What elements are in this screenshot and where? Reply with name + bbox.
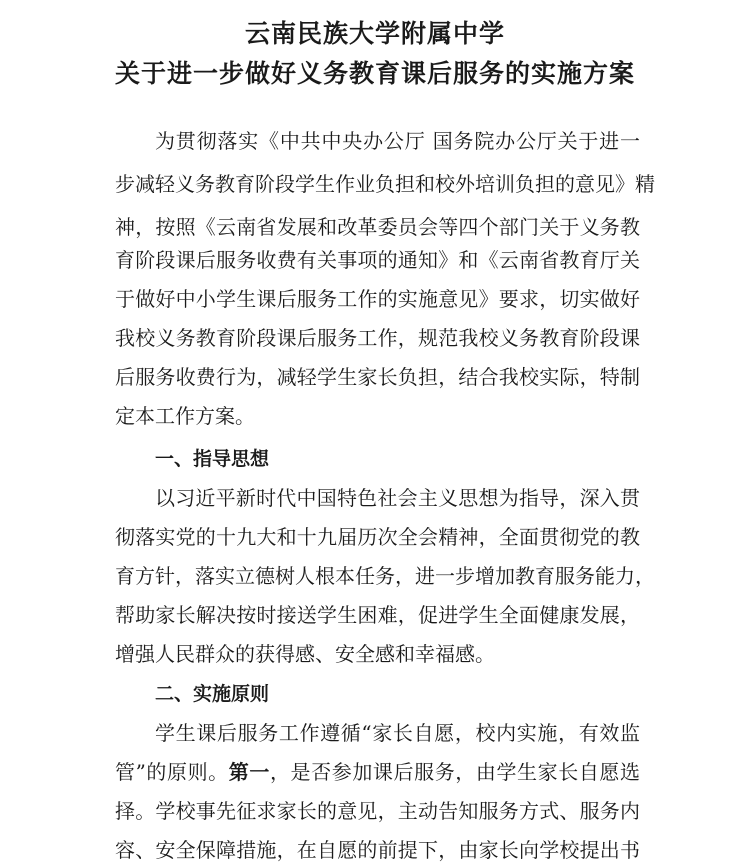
text-line: 育方针，落实立德树人根本任务，进一步增加教育服务能力， [115,564,655,588]
text-line: 步减轻义务教育阶段学生作业负担和校外培训负担的意见》精 [115,172,655,196]
text-line: 育阶段课后服务收费有关事项的通知》和《云南省教育厅关 [115,248,640,272]
text-line: 学生课后服务工作遵循“家长自愿，校内实施，有效监 [155,721,640,745]
text-line: 后服务收费行为，减轻学生家长负担，结合我校实际，特制 [115,365,640,389]
bold-lead-text: 第一 [228,760,270,784]
text-line: 我校义务教育阶段课后服务工作，规范我校义务教育阶段课 [115,326,640,350]
text-line: 容、安全保障措施，在自愿的前提下，由家长向学校提出书 [115,838,640,862]
text-run: ，是否参加课后服务，由学生家长自愿选 [269,760,641,784]
text-line: 增强人民群众的获得感、安全感和幸福感。 [115,642,495,666]
text-line: 于做好中小学生课后服务工作的实施意见》要求，切实做好 [115,287,640,311]
text-line: 神，按照《云南省发展和改革委员会等四个部门关于义务教 [115,215,640,239]
text-line: 以习近平新时代中国特色社会主义思想为指导，深入贯 [155,486,640,510]
text-run: 管”的原则。 [115,760,229,784]
text-line: 为贯彻落实《中共中央办公厅 国务院办公厅关于进一 [155,129,640,153]
document-title-subject: 关于进一步做好义务教育课后服务的实施方案 [114,59,635,88]
text-line: 彻落实党的十九大和十九届历次全会精神，全面贯彻党的教 [115,525,640,549]
text-line [115,759,640,785]
section-heading-principles: 二、实施原则 [155,683,270,705]
text-line: 定本工作方案。 [115,404,255,428]
section-heading-guiding-ideology: 一、指导思想 [155,448,270,470]
document-title-school: 云南民族大学附属中学 [244,19,505,48]
text-line: 帮助家长解决按时接送学生困难，促进学生全面健康发展， [115,603,640,627]
text-line: 择。学校事先征求家长的意见，主动告知服务方式、服务内 [115,799,640,823]
